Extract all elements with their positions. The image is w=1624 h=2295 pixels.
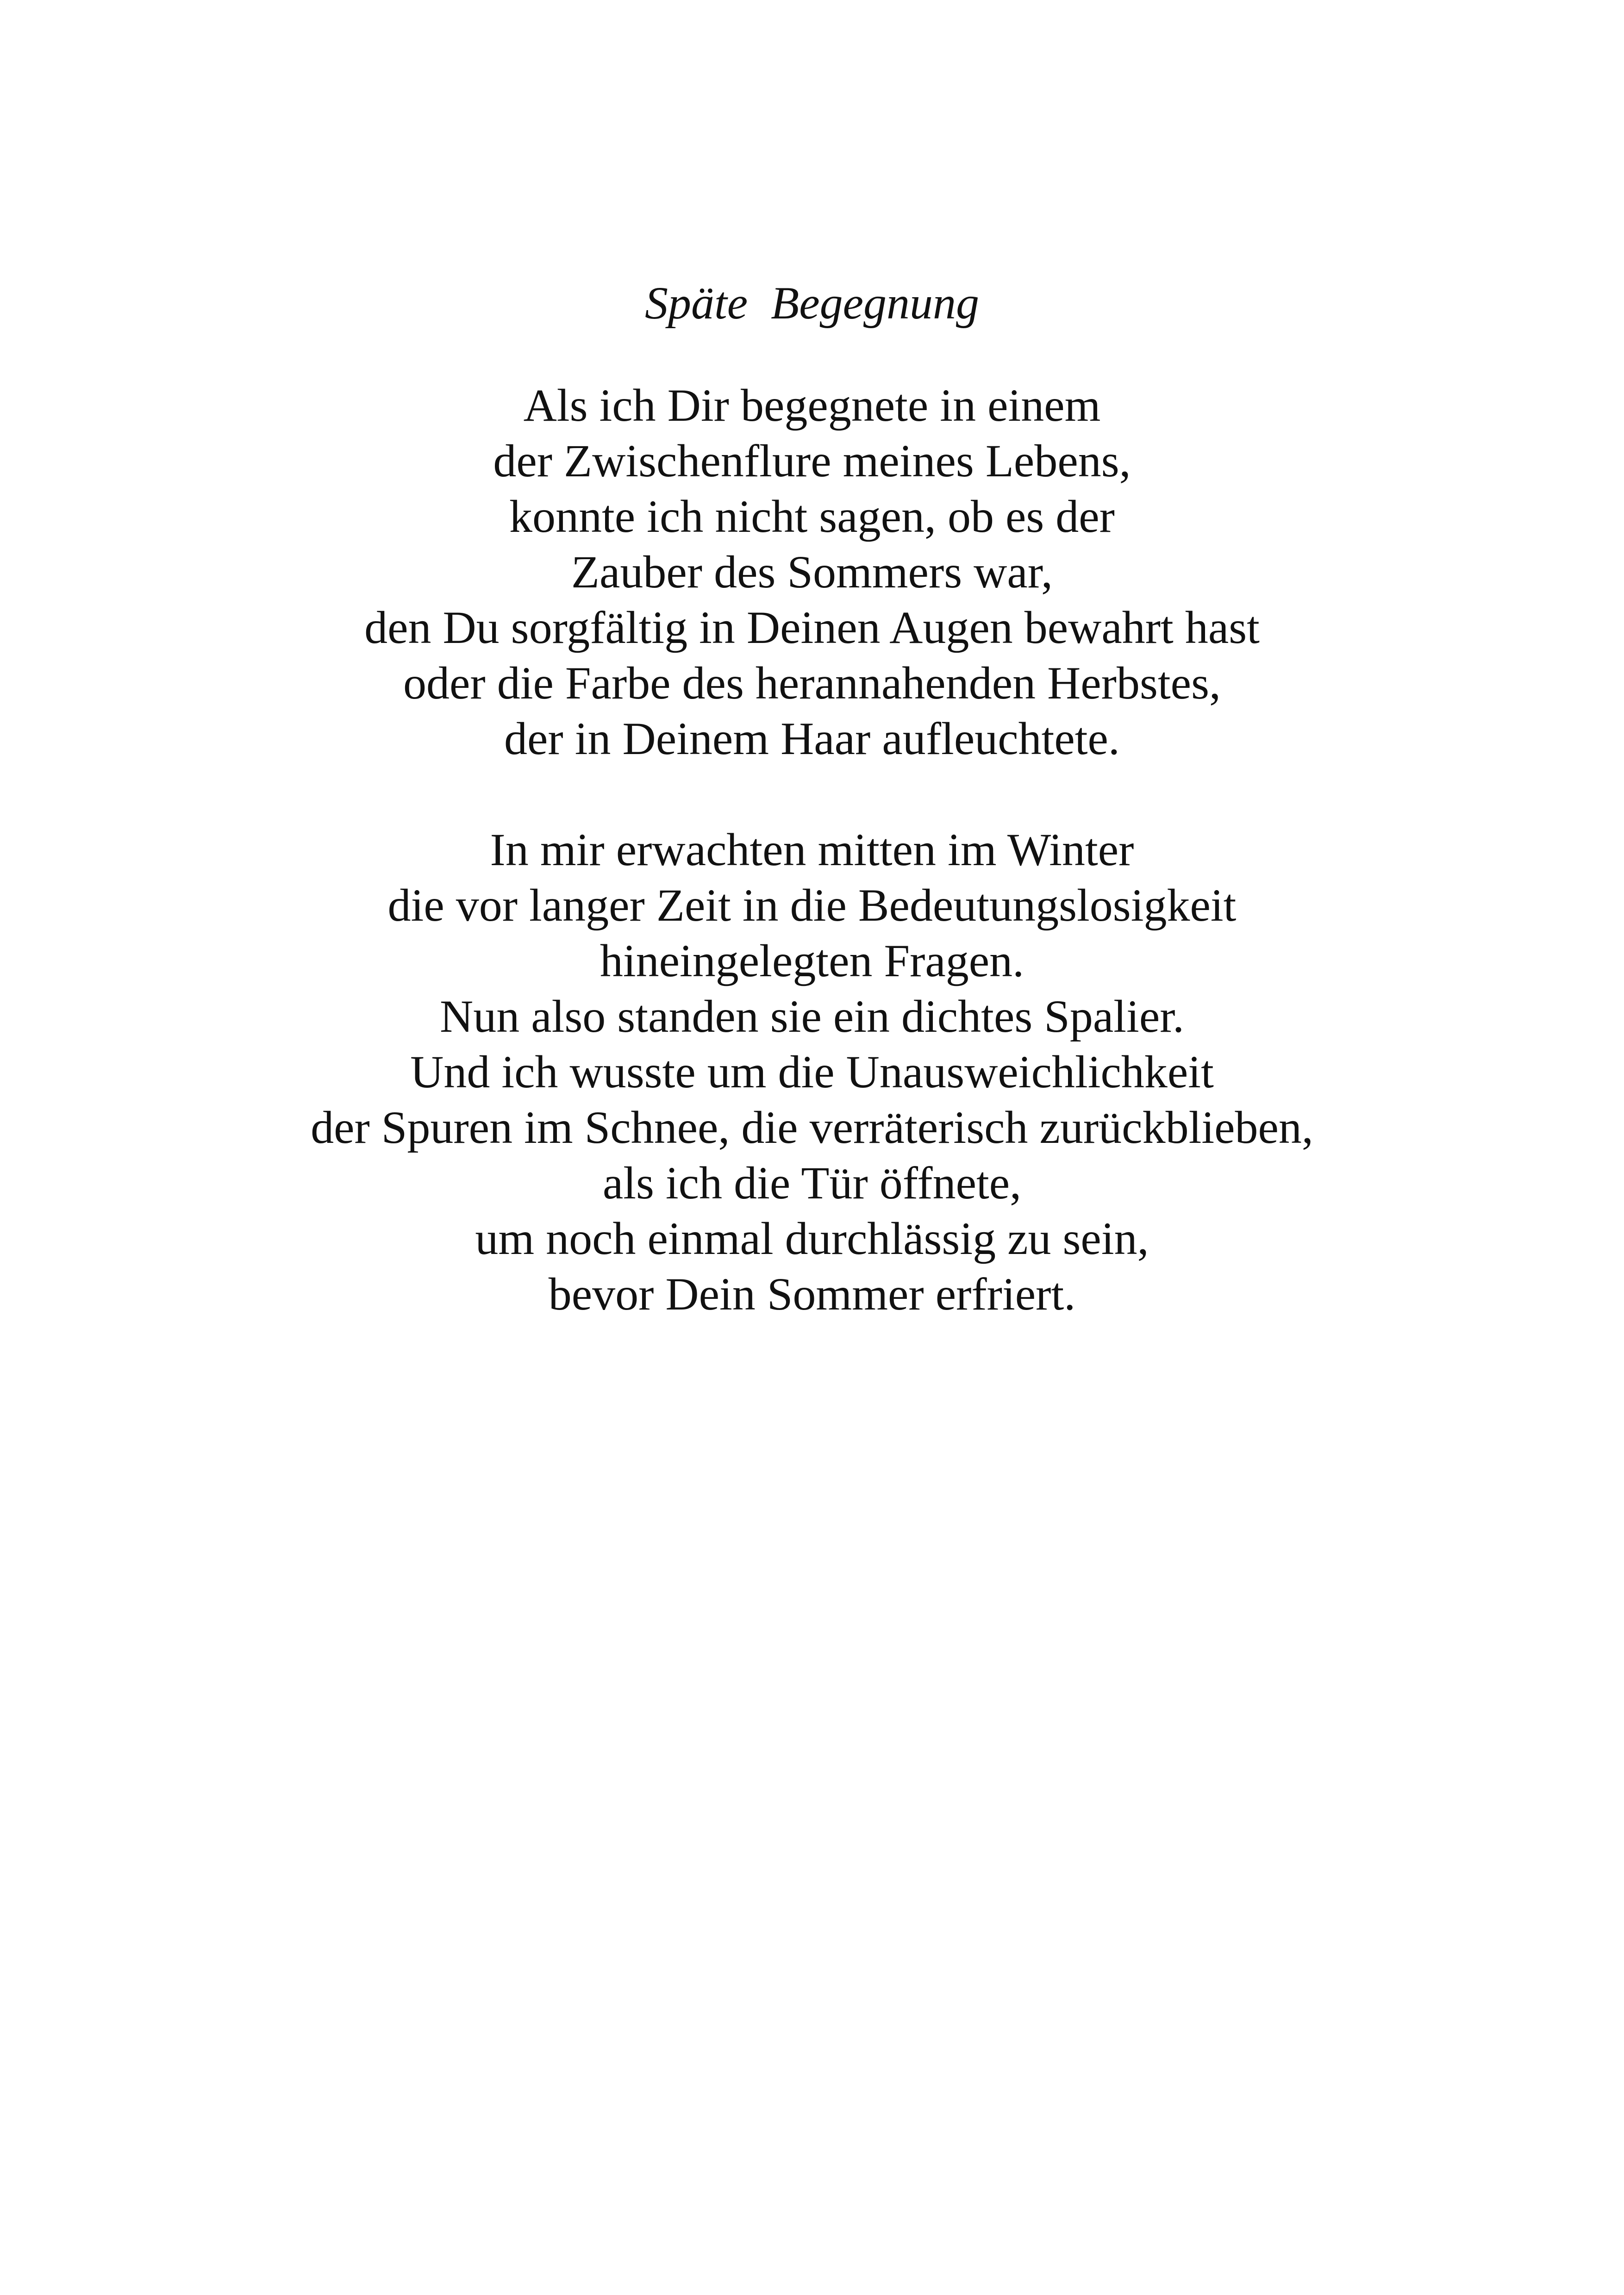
poem-line: der Zwischenflure meines Lebens, <box>493 435 1131 486</box>
poem-line: den Du sorgfältig in Deinen Augen bewahrt hast <box>364 602 1260 653</box>
stanza-1 <box>0 378 1624 767</box>
poem-line: Und ich wusste um die Unausweichlichkeit <box>410 1046 1214 1098</box>
poem-line: die vor langer Zeit in die Bedeutungslosigkeit <box>387 879 1237 931</box>
poem-line: Zauber des Sommers war, <box>571 546 1053 598</box>
poem-title: Späte Begegnung <box>644 277 980 329</box>
poem-line: um noch einmal durchlässig zu sein, <box>475 1213 1149 1264</box>
poem-line: Als ich Dir begegnete in einem <box>523 380 1101 431</box>
poem-line: oder die Farbe des herannahenden Herbstes, <box>403 657 1221 709</box>
poem-line: hineingelegten Fragen. <box>600 935 1024 986</box>
poem-line: der in Deinem Haar aufleuchtete. <box>504 713 1120 764</box>
poem-line: der Spuren im Schnee, die verräterisch zurückblieben, <box>311 1102 1313 1153</box>
poem-line: Nun also standen sie ein dichtes Spalier. <box>439 991 1184 1042</box>
poem-line: bevor Dein Sommer erfriert. <box>548 1268 1076 1320</box>
poem-line: als ich die Tür öffnete, <box>602 1157 1022 1209</box>
stanza-2 <box>0 822 1624 1322</box>
poem-line: In mir erwachten mitten im Winter <box>490 824 1134 875</box>
poem-line: konnte ich nicht sagen, ob es der <box>509 491 1115 542</box>
